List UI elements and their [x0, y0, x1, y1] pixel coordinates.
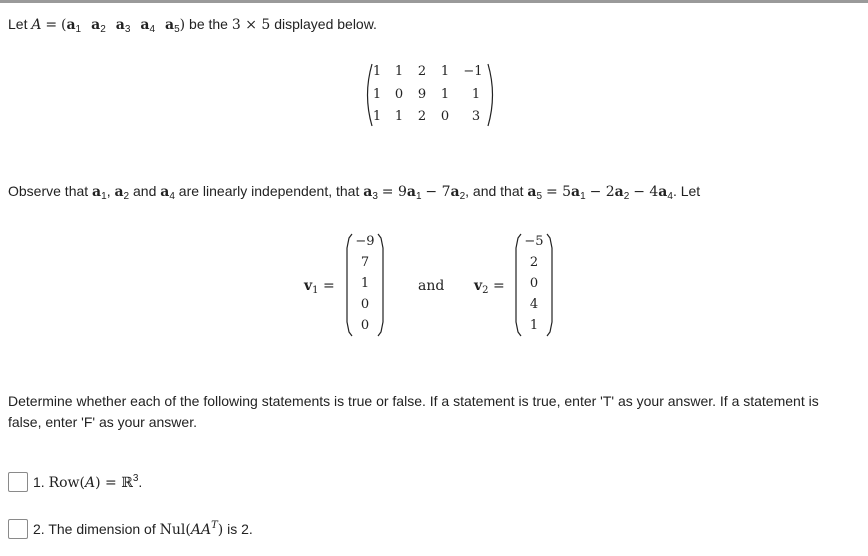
matrix-cell: −1 — [463, 64, 483, 79]
eq-sign: = — [45, 17, 58, 33]
vector-entry: 0 — [360, 297, 370, 312]
vec-a2: a — [114, 184, 124, 200]
matrix-cell: 1 — [440, 87, 450, 102]
matrix-a — [362, 62, 498, 128]
eq-sign: = — [322, 278, 335, 294]
matrix-cell: 2 — [417, 64, 427, 79]
q-math: ) = ℝ — [95, 474, 133, 491]
matrix-cell: 1 — [394, 109, 404, 124]
q-sup: T — [211, 519, 218, 531]
vector-entry: −5 — [524, 234, 544, 249]
vector-entry: 7 — [360, 255, 370, 270]
vec-a2: a — [450, 184, 460, 200]
matrix-cell: 1 — [440, 64, 450, 79]
observe-text: are linearly independent, that — [178, 183, 360, 199]
eq-term: − 7 — [425, 184, 451, 200]
col-sub: 4 — [149, 24, 156, 35]
v2-label — [474, 276, 505, 298]
observe-text: and — [133, 183, 157, 199]
matrix-cell: 1 — [372, 109, 382, 124]
eq-sign: = — [492, 278, 505, 294]
question-2 — [8, 516, 253, 542]
observe-text: and that — [472, 183, 524, 199]
observe-line: Observe that $a_1$, $a_2$ and $a_4$ are linearly independent, that $a_3 = 9a_1 - 7a_2$, and that $a_5 = 5a_1 - 2a_2 - 4a_4$. Let — [8, 183, 701, 202]
intro-suffix: displayed below. — [274, 16, 377, 32]
eq-term: − 4 — [633, 184, 659, 200]
observe-text: Observe that — [8, 183, 89, 199]
col-sub: 2 — [123, 191, 130, 202]
matrix-dimension: 3 × 5 — [231, 17, 271, 33]
col-sub: 4 — [169, 191, 175, 202]
v2-name: v — [474, 278, 483, 294]
eq-term: = 5 — [545, 184, 572, 200]
matrix-cell: 1 — [372, 64, 382, 79]
vector-v1 — [345, 232, 385, 338]
observe-text: . Let — [672, 183, 701, 199]
col-sub: 2 — [623, 191, 630, 202]
matrix-cell: 9 — [417, 87, 427, 102]
intro-prefix: Let — [8, 16, 28, 32]
question-2-text — [33, 521, 253, 538]
vec-a1: a — [571, 184, 581, 200]
vector-entry: 4 — [529, 297, 539, 312]
vector-entry: 1 — [360, 276, 370, 291]
vector-v2 — [514, 232, 554, 338]
vec-a5: a — [527, 184, 537, 200]
vector-entry: 0 — [360, 318, 370, 333]
matrix-cell: 1 — [372, 87, 382, 102]
v1-name: v — [304, 278, 313, 294]
q-var: A — [85, 474, 96, 491]
q-sup: 3 — [132, 472, 139, 484]
col-sub: 1 — [75, 24, 82, 35]
vector-entry: 2 — [529, 255, 539, 270]
eq-term: = 9 — [381, 184, 407, 200]
matrix-var: A — [31, 17, 42, 33]
question-1-text — [33, 474, 142, 491]
col-a: a — [91, 17, 101, 33]
vec-a1: a — [406, 184, 416, 200]
q-text: . — [138, 473, 143, 490]
answer-input-1[interactable] — [8, 472, 28, 492]
and-label: and — [418, 278, 445, 294]
col-sub: 1 — [101, 191, 107, 202]
vec-a4: a — [658, 184, 668, 200]
v1-label — [304, 276, 335, 298]
matrix-cell: 1 — [394, 64, 404, 79]
col-a: a — [165, 17, 175, 33]
matrix-cell: 1 — [471, 87, 481, 102]
col-sub: 3 — [124, 24, 131, 35]
v2-sub: 2 — [482, 285, 489, 296]
intro-line — [8, 14, 377, 37]
col-sub: 1 — [580, 191, 586, 202]
q-math: Nul( — [159, 521, 191, 538]
vec-a2: a — [614, 184, 624, 200]
intro-middle: be the — [189, 16, 228, 32]
open-paren: ( — [61, 17, 67, 33]
question-number: 2. — [33, 520, 45, 537]
col-a: a — [66, 17, 76, 33]
matrix-cell: 0 — [394, 87, 404, 102]
q-math: ) — [217, 521, 224, 538]
matrix-cell: 0 — [440, 109, 450, 124]
col-sub: 4 — [667, 191, 673, 202]
vector-entry: 1 — [529, 318, 539, 333]
q-text: The dimension of — [48, 520, 156, 537]
vector-entry: 0 — [529, 276, 539, 291]
col-a: a — [140, 17, 150, 33]
v1-sub: 1 — [312, 285, 319, 296]
matrix-cell: 3 — [471, 109, 481, 124]
vector-entry: −9 — [355, 234, 375, 249]
instructions: Determine whether each of the following statements is true or false. If a statement is true, enter 'T' as your answer. If a statement is false, enter 'F' as your answer. — [8, 393, 819, 430]
vec-a3: a — [363, 184, 373, 200]
col-sub: 5 — [536, 191, 543, 202]
col-sub: 5 — [174, 24, 180, 35]
q-text: is 2. — [227, 520, 253, 537]
q-var: AA — [190, 521, 212, 538]
close-paren: ) — [179, 17, 186, 33]
q-math: Row( — [48, 474, 85, 491]
question-number: 1. — [33, 473, 45, 490]
answer-input-2[interactable] — [8, 519, 28, 539]
eq-term: − 2 — [589, 184, 615, 200]
col-sub: 2 — [459, 191, 466, 202]
matrix-cell: 2 — [417, 109, 427, 124]
top-divider — [0, 0, 868, 3]
col-sub: 2 — [100, 24, 106, 35]
col-a: a — [115, 17, 125, 33]
vec-a1: a — [92, 184, 102, 200]
question-1 — [8, 469, 142, 495]
col-sub: 3 — [372, 191, 378, 202]
col-sub: 1 — [415, 191, 422, 202]
vec-a4: a — [160, 184, 170, 200]
